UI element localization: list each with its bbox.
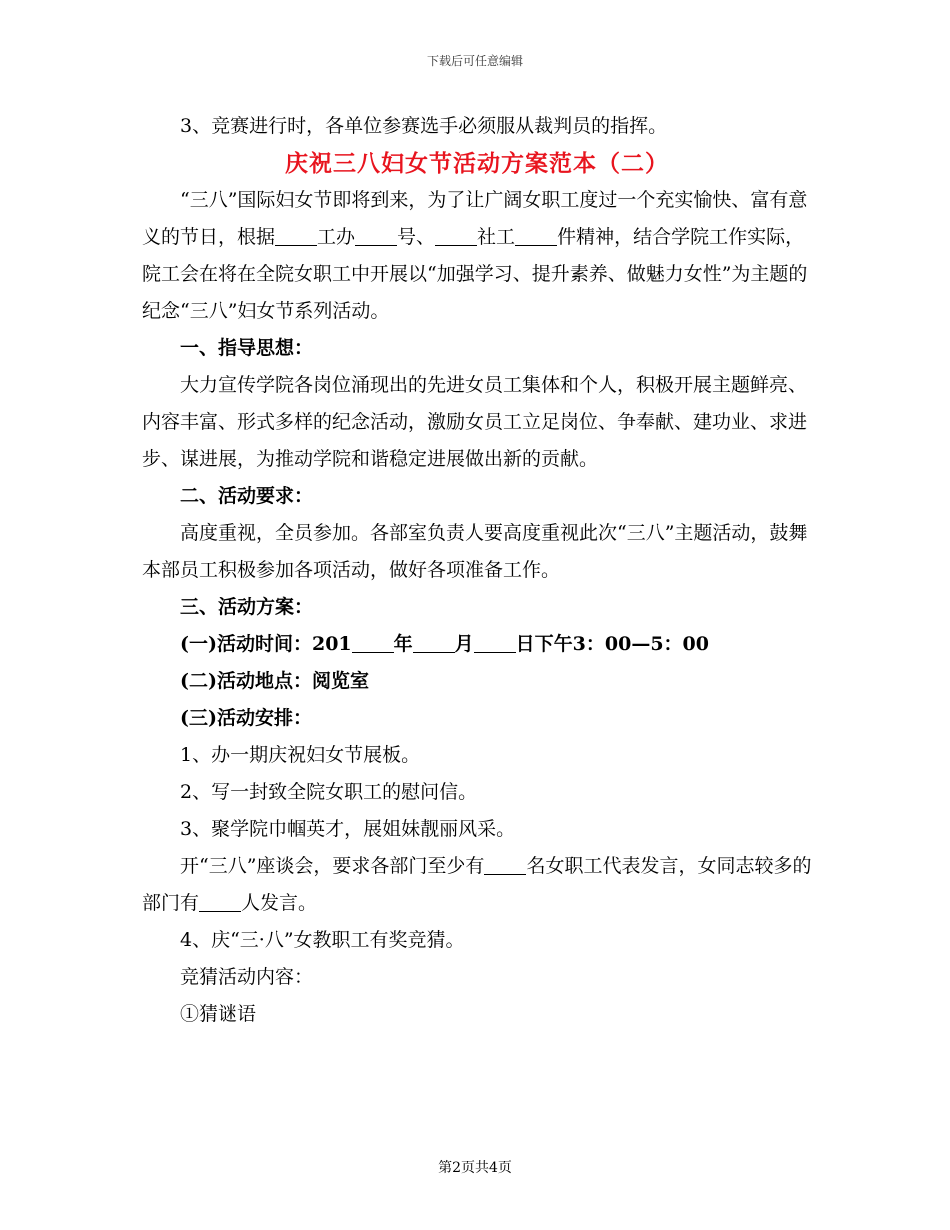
- intro-text-2: 工办: [317, 226, 356, 248]
- fill-blank: [484, 855, 526, 875]
- document-body: [142, 108, 812, 1033]
- fill-blank: [355, 226, 397, 246]
- intro-text-4: 社工: [477, 226, 516, 248]
- activity-arrangement: (三)活动安排：: [180, 707, 312, 729]
- list-item: 1、办一期庆祝妇女节展板。: [180, 744, 421, 766]
- section-1-body: 大力宣传学院各岗位涌现出的先进女员工集体和个人，积极开展主题鲜亮、内容丰富、形式多样的纪念活动，激励女员工立足岗位、争奉献、建功业、求进步、谋进展，为推动学院和谐稳定进展做出新的贡献。: [142, 374, 808, 470]
- forum-text-3: 人发言。: [241, 892, 318, 914]
- section-2-heading: 二、活动要求：: [180, 485, 314, 507]
- fill-blank: [275, 226, 317, 246]
- section-1-heading: 一、指导思想：: [180, 337, 314, 359]
- quiz-item: ①猜谜语: [180, 1003, 257, 1025]
- activity-place: (二)活动地点：阅览室: [180, 670, 369, 692]
- forum-paragraph: [142, 848, 812, 922]
- list-item: 2、写一封致全院女职工的慰问信。: [180, 781, 478, 803]
- intro-text-5: 件精神，结合学院工作实际，院工会在将在全院女职工中开展以“加强学习、提升素养、做魅力女性”为主题的纪念“三八”妇女节系列活动。: [142, 226, 808, 322]
- time-month: 月: [454, 633, 474, 655]
- time-year: 年: [393, 633, 413, 655]
- fill-blank: [435, 226, 477, 246]
- quiz-label: 竞猜活动内容：: [180, 966, 314, 988]
- forum-text-1: 开“三八”座谈会，要求各部门至少有: [180, 855, 485, 877]
- rule-3-paragraph: 3、竞赛进行时，各单位参赛选手必须服从裁判员的指挥。: [180, 115, 668, 137]
- forum-text-2: 名女职工代表发言，女同志较多的部门有: [142, 855, 812, 914]
- activity-time: [142, 626, 812, 663]
- list-item: 3、聚学院巾帼英才，展姐妹靓丽风采。: [180, 818, 516, 840]
- fill-blank: [474, 633, 516, 653]
- time-label: (一)活动时间：201: [180, 633, 352, 655]
- fill-blank: [352, 633, 394, 653]
- document-title: 庆祝三八妇女节活动方案范本（二）: [285, 150, 669, 177]
- fill-blank: [515, 226, 557, 246]
- list-item: 4、庆“三·八”女教职工有奖竞猜。: [180, 929, 465, 951]
- time-day: 日下午3：00—5：00: [515, 633, 709, 655]
- intro-text-3: 号、: [397, 226, 436, 248]
- page-number: 第2页共4页: [438, 1160, 512, 1176]
- intro-paragraph: [142, 182, 812, 330]
- intro-text-1: “三八”国际妇女节即将到来，为了让广阔女职工度过一个充实愉快、富有意义的节日，根据: [142, 189, 808, 248]
- section-3-heading: 三、活动方案：: [180, 596, 314, 618]
- section-2-body: 高度重视，全员参加。各部室负责人要高度重视此次“三八”主题活动，鼓舞本部员工积极参加各项活动，做好各项准备工作。: [142, 522, 808, 581]
- fill-blank: [413, 633, 455, 653]
- page-header: 下载后可任意编辑: [426, 54, 523, 68]
- fill-blank: [199, 892, 241, 912]
